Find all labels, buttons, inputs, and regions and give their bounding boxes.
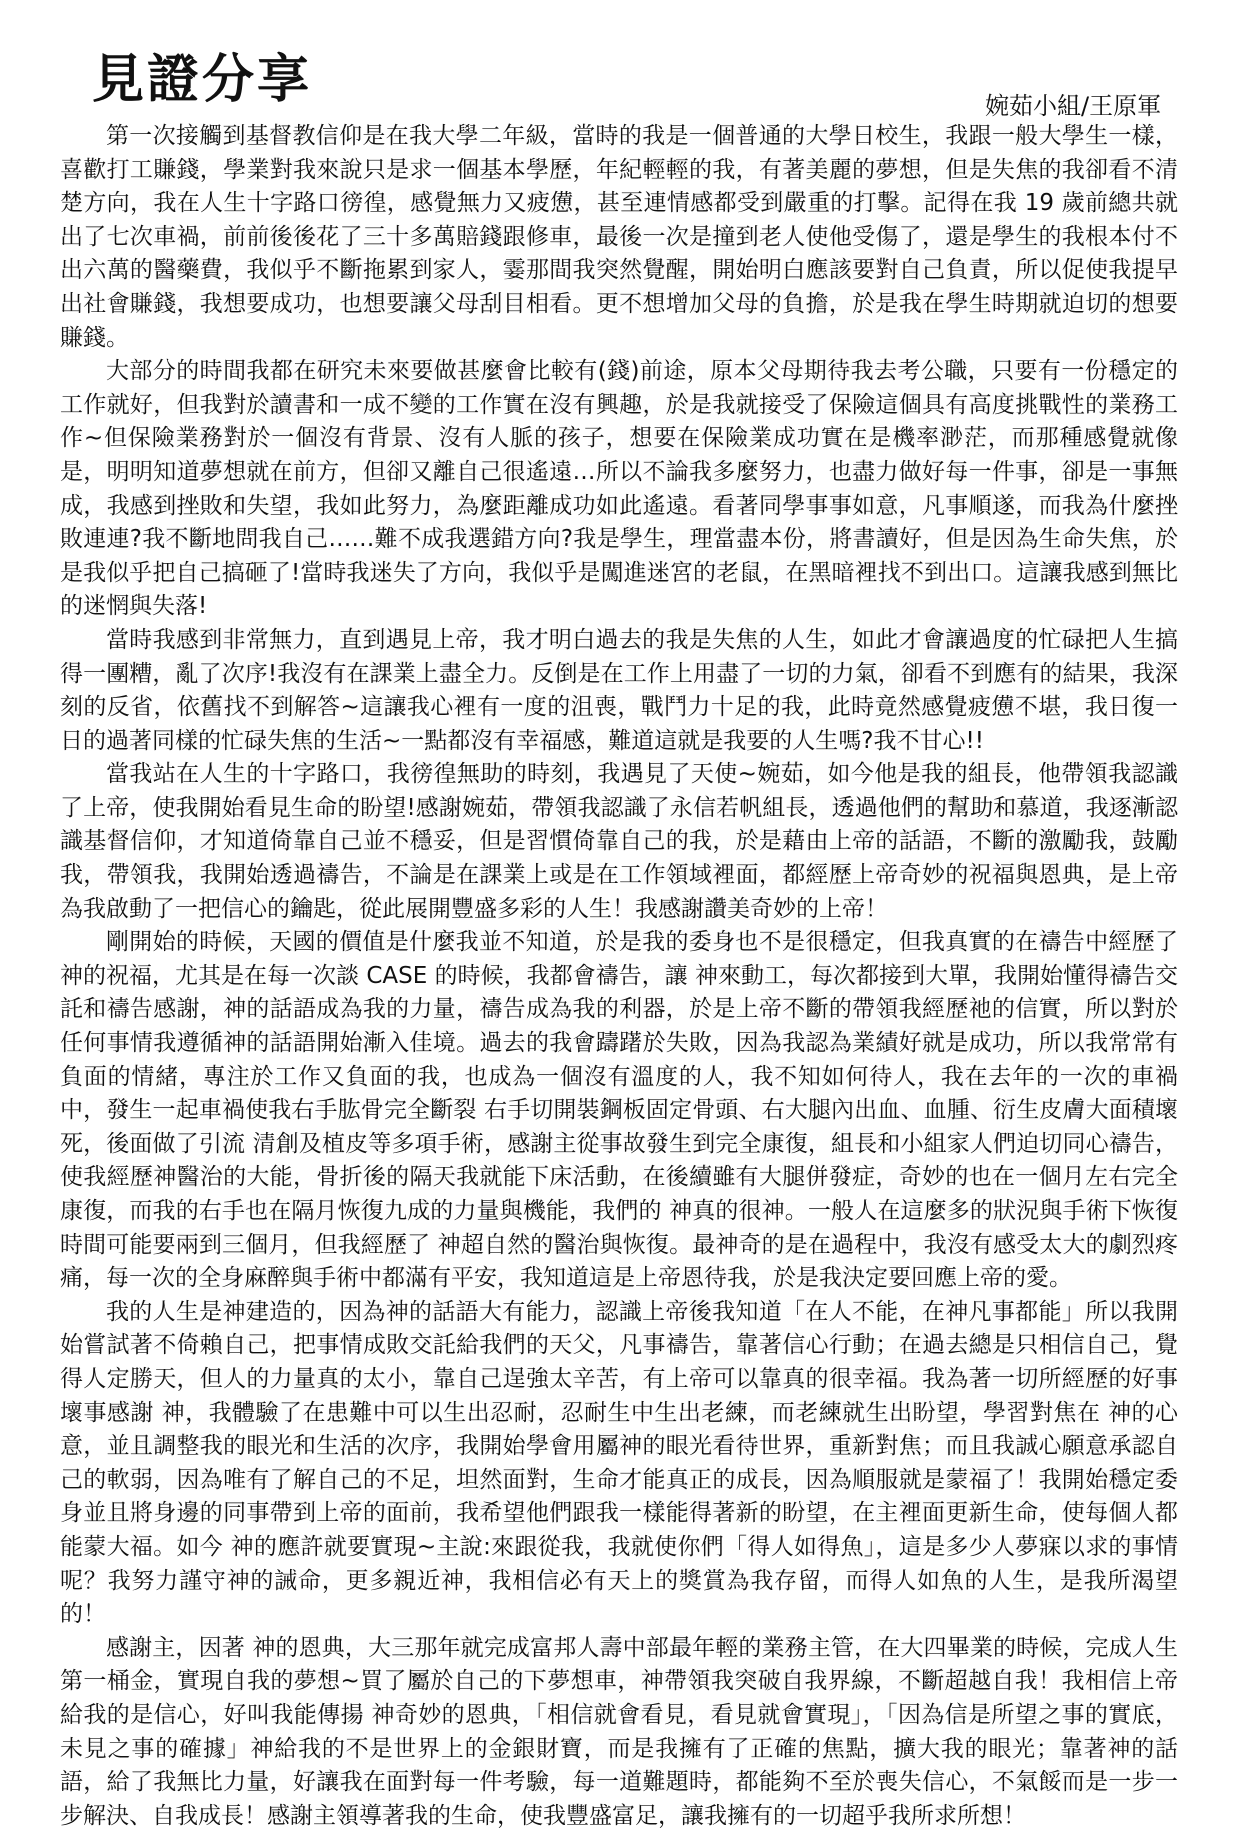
- document-title: 見證分享: [92, 50, 313, 110]
- paragraph: 大部分的時間我都在研究未來要做甚麼會比較有(錢)前途，原本父母期待我去考公職，只要有一份穩定的工作就好，但我對於讀書和一成不變的工作實在沒有興趣，於是我就接受了保險這個具有高度挑戰性的業務工作~但保險業務對於一個沒有背景、沒有人脈的孩子，想要在保險業成功實在是機率渺茫，而那種感覺就像是，明明知道夢想就在前方，但卻又離自己很遙遠…所以不論我多麼努力，也盡力做好每一件事，卻是一事無成，我感到挫敗和失望，我如此努力，為麼距離成功如此遙遠。看著同學事事如意，凡事順遂，而我為什麼挫敗連連?我不斷地問我自己……難不成我選錯方向?我是學生，理當盡本份，將書讀好，但是因為生命失焦，於是我似乎把自己搞砸了!當時我迷失了方向，我似乎是闖進迷宮的老鼠，在黑暗裡找不到出口。這讓我感到無比的迷惘與失落!: [60, 358, 1178, 620]
- paragraph: 當時我感到非常無力，直到遇見上帝，我才明白過去的我是失焦的人生，如此才會讓過度的忙碌把人生搞得一團糟，亂了次序!我沒有在課業上盡全力。反倒是在工作上用盡了一切的力氣，卻看不到應有的結果，我深刻的反省，依舊找不到解答~這讓我心裡有一度的沮喪，戰鬥力十足的我，此時竟然感覺疲憊不堪，我日復一日的過著同樣的忙碌失焦的生活~一點都沒有幸福感，難道這就是我要的人生嗎?我不甘心!!: [60, 626, 1178, 754]
- article-body: [60, 120, 1178, 1833]
- author-credit: 婉茹小組/王原軍: [985, 92, 1162, 120]
- paragraph: 第一次接觸到基督教信仰是在我大學二年級，當時的我是一個普通的大學日校生，我跟一般大學生一樣，喜歡打工賺錢，學業對我來說只是求一個基本學歷，年紀輕輕的我，有著美麗的夢想，但是失焦的我卻看不清楚方向，我在人生十字路口徬徨，感覺無力又疲憊，甚至連情感都受到嚴重的打擊。記得在我 19 歲前總共就出了七次車禍，前前後後花了三十多萬賠錢跟修車，最後一次是撞到老人使他受傷了，還是學生的我根本付不出六萬的醫藥費，我似乎不斷拖累到家人，霎那間我突然覺醒，開始明白應該要對自己負責，所以促使我提早出社會賺錢，我想要成功，也想要讓父母刮目相看。更不想增加父母的負擔，於是我在學生時期就迫切的想要賺錢。: [60, 123, 1178, 351]
- paragraph: 當我站在人生的十字路口，我徬徨無助的時刻，我遇見了天使~婉茹，如今他是我的組長，他帶領我認識了上帝，使我開始看見生命的盼望!感謝婉茹，帶領我認識了永信若帆組長，透過他們的幫助和慕道，我逐漸認識基督信仰，才知道倚靠自己並不穩妥，但是習慣倚靠自己的我，於是藉由上帝的話語，不斷的激勵我，鼓勵我，帶領我，我開始透過禱告，不論是在課業上或是在工作領域裡面，都經歷上帝奇妙的祝福與恩典，是上帝為我啟動了一把信心的鑰匙，從此展開豐盛多彩的人生！我感謝讚美奇妙的上帝！: [60, 761, 1178, 922]
- paragraph: 我的人生是神建造的，因為神的話語大有能力，認識上帝後我知道「在人不能，在神凡事都能」所以我開始嘗試著不倚賴自己，把事情成敗交託給我們的天父，凡事禱告，靠著信心行動；在過去總是只相信自己，覺得人定勝天，但人的力量真的太小，靠自己逞強太辛苦，有上帝可以靠真的很幸福。我為著一切所經歷的好事壞事感謝 神，我體驗了在患難中可以生出忍耐，忍耐生中生出老練，而老練就生出盼望，學習對焦在 神的心意，並且調整我的眼光和生活的次序，我開始學會用屬神的眼光看待世界，重新對焦；而且我誠心願意承認自己的軟弱，因為唯有了解自己的不足，坦然面對，生命才能真正的成長，因為順服就是蒙福了！我開始穩定委身並且將身邊的同事帶到上帝的面前，我希望他們跟我一樣能得著新的盼望，在主裡面更新生命，使每個人都能蒙大福。如今 神的應許就要實現~主說:來跟從我，我就使你們「得人如得魚」，這是多少人夢寐以求的事情呢？我努力謹守神的誡命，更多親近神，我相信必有天上的獎賞為我存留，而得人如魚的人生，是我所渴望的！: [60, 1298, 1178, 1628]
- paragraph: 剛開始的時候，天國的價值是什麼我並不知道，於是我的委身也不是很穩定，但我真實的在禱告中經歷了神的祝福，尤其是在每一次談 CASE 的時候，我都會禱告，讓 神來動工，每次都接到大單，我開始懂得禱告交託和禱告感謝，神的話語成為我的力量，禱告成為我的利器，於是上帝不斷的帶領我經歷祂的信實，所以對於任何事情我遵循神的話語開始漸入佳境。過去的我會躊躇於失敗，因為我認為業績好就是成功，所以我常常有負面的情緒，專注於工作又負面的我，也成為一個沒有溫度的人，我不知如何待人，我在去年的一次的車禍中，發生一起車禍使我右手肱骨完全斷裂 右手切開裝鋼板固定骨頭、右大腿內出血、血腫、衍生皮膚大面積壞死，後面做了引流 清創及植皮等多項手術，感謝主從事故發生到完全康復，組長和小組家人們迫切同心禱告，使我經歷神醫治的大能，骨折後的隔天我就能下床活動，在後續雖有大腿併發症，奇妙的也在一個月左右完全康復，而我的右手也在隔月恢復九成的力量與機能，我們的 神真的很神。一般人在這麼多的狀況與手術下恢復時間可能要兩到三個月，但我經歷了 神超自然的醫治與恢復。最神奇的是在過程中，我沒有感受太大的劇烈疼痛，每一次的全身麻醉與手術中都滿有平安，我知道這是上帝恩待我，於是我決定要回應上帝的愛。: [60, 929, 1178, 1292]
- paragraph: 感謝主，因著 神的恩典，大三那年就完成富邦人壽中部最年輕的業務主管，在大四畢業的時候，完成人生第一桶金，實現自我的夢想~買了屬於自己的下夢想車，神帶領我突破自我界線，不斷超越自我！我相信上帝給我的是信心，好叫我能傳揚 神奇妙的恩典，「相信就會看見，看見就會實現」，「因為信是所望之事的實底，未見之事的確據」神給我的不是世界上的金銀財寶，而是我擁有了正確的焦點，擴大我的眼光；靠著神的話語，給了我無比力量，好讓我在面對每一件考驗，每一道難題時，都能夠不至於喪失信心，不氣餒而是一步一步解決、自我成長！感謝主領導著我的生命，使我豐盛富足，讓我擁有的一切超乎我所求所想！: [60, 1634, 1178, 1829]
